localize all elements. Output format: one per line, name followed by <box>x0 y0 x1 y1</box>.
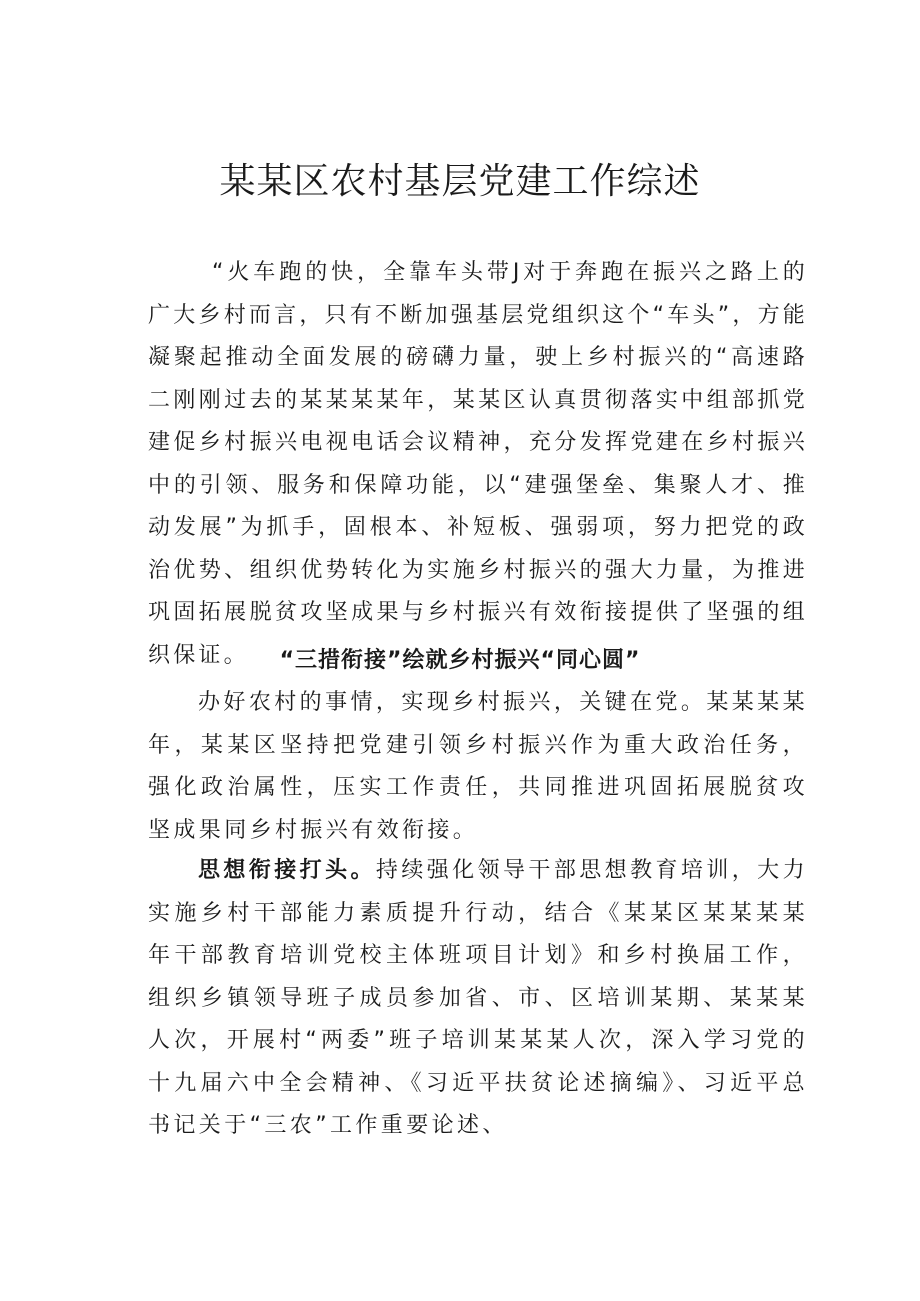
item1-paragraph <box>148 850 808 1148</box>
item1-lead: 思想衔接打头。 <box>198 858 376 883</box>
document-title: 某某区农村基层党建工作综述 <box>219 161 701 202</box>
item1-text: 持续强化领导干部思想教育培训，大力实施乡村干部能力素质提升行动，结合《某某区某某某某年干部教育培训党校主体班项目计划》和乡村换届工作，组织乡镇领导班子成员参加省、市、区培训某期、某某某人次，开展村“两委”班子培训某某某人次，深入学习党的十九届六中全会精神、《习近平扶贫论述摘编》、习近平总书记关于“三农”工作重要论述、 <box>148 858 808 1138</box>
section-intro-paragraph: 办好农村的事情，实现乡村振兴，关键在党。某某某某年，某某区坚持把党建引领乡村振兴作为重大政治任务，强化政治属性，压实工作责任，共同推进巩固拓展脱贫攻坚成果同乡村振兴有效衔接。 <box>148 690 808 843</box>
section-heading: “三措衔接”绘就乡村振兴“同心圆” <box>279 648 641 673</box>
intro-paragraph: “火车跑的快，全靠车头带J对于奔跑在振兴之路上的广大乡村而言，只有不断加强基层党组织这个“车头”，方能凝聚起推动全面发展的磅礴力量，驶上乡村振兴的“高速路二刚刚过去的某某某某年，某某区认真贯彻落实中组部抓党建促乡村振兴电视电话会议精神，充分发挥党建在乡村振兴中的引领、服务和保障功能，以“建强堡垒、集聚人才、推动发展”为抓手，固根本、补短板、强弱项，努力把党的政治优势、组织优势转化为实施乡村振兴的强大力量，为推进巩固拓展脱贫攻坚成果与乡村振兴有效衔接提供了坚强的组织保证。 <box>148 260 808 668</box>
